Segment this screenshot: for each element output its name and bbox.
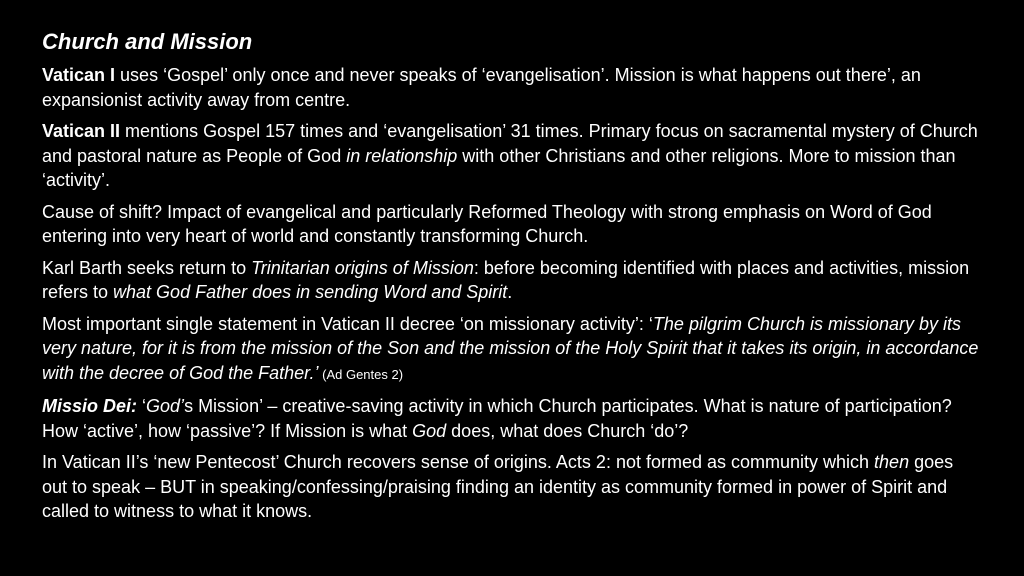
emphasis-god: God — [412, 420, 447, 441]
text-pentecost-b: goes out to speak – BUT in speaking/confessing/praising finding an identity as community formed in power of Spirit and called to witness to what it knows. — [42, 452, 954, 521]
emphasis-gods: God’ — [146, 396, 185, 416]
lead-vatican-i: Vatican I — [42, 65, 116, 85]
emphasis-trinitarian-origins: Trinitarian origins of Mission — [251, 257, 474, 278]
quote-pilgrim-church: The pilgrim Church is missionary by its very nature, for it is from the mission of the Son and the mission of the Holy Spirit that it takes its origin, in accordance with the decree of God the Father.’ — [42, 313, 979, 383]
text-vatican-ii-a: mentions Gospel 157 times and ‘evangelisation’ 31 times. Primary focus on sacramental mystery of Church and pastoral nature as People of God — [42, 121, 978, 166]
paragraph-new-pentecost — [42, 450, 982, 524]
citation-ad-gentes: (Ad Gentes 2) — [318, 366, 404, 382]
lead-missio-dei: Missio Dei: — [42, 396, 138, 416]
paragraph-vatican-ii — [42, 119, 982, 193]
text-barth-a: Karl Barth seeks return to — [42, 257, 252, 278]
paragraph-vatican-i — [42, 63, 982, 112]
lead-vatican-ii: Vatican II — [42, 121, 121, 141]
slide-content — [42, 28, 982, 531]
slide-title: Church and Mission — [42, 29, 253, 54]
emphasis-god-father: what God Father does in sending Word and Spirit — [113, 282, 508, 302]
text-missio-dei-b: s Mission’ – creative-saving activity in which Church participates. What is nature of participation? How ‘active’, how ‘passive’? If Mission is what — [42, 396, 952, 441]
paragraph-ad-gentes — [42, 312, 982, 388]
paragraph-karl-barth — [42, 256, 982, 305]
text-pentecost-a: In Vatican II’s ‘new Pentecost’ Church recovers sense of origins. Acts 2: not formed as community which — [42, 452, 875, 472]
text-missio-dei-a: ‘ — [137, 396, 147, 416]
text-vatican-i: uses ‘Gospel’ only once and never speaks of ‘evangelisation’. Mission is what happens out there’, an expansionist activity away from centre. — [42, 65, 921, 110]
text-missio-dei-c: does, what does Church ‘do’? — [446, 420, 689, 441]
emphasis-then: then — [874, 452, 910, 472]
paragraph-missio-dei — [42, 394, 982, 443]
paragraph-cause-of-shift — [42, 200, 982, 249]
text-barth-b: : before becoming identified with places and activities, mission refers to — [42, 257, 970, 302]
text-cause-of-shift: Cause of shift? Impact of evangelical and particularly Reformed Theology with strong emphasis on Word of God entering into very heart of world and constantly transforming Church. — [42, 201, 932, 246]
emphasis-in-relationship: in relationship — [346, 145, 458, 166]
text-vatican-ii-b: with other Christians and other religions. More to mission than ‘activity’. — [42, 145, 956, 190]
text-ad-gentes-a: Most important single statement in Vatican II decree ‘on missionary activity’: ‘ — [42, 313, 653, 334]
text-barth-c: . — [507, 282, 513, 302]
